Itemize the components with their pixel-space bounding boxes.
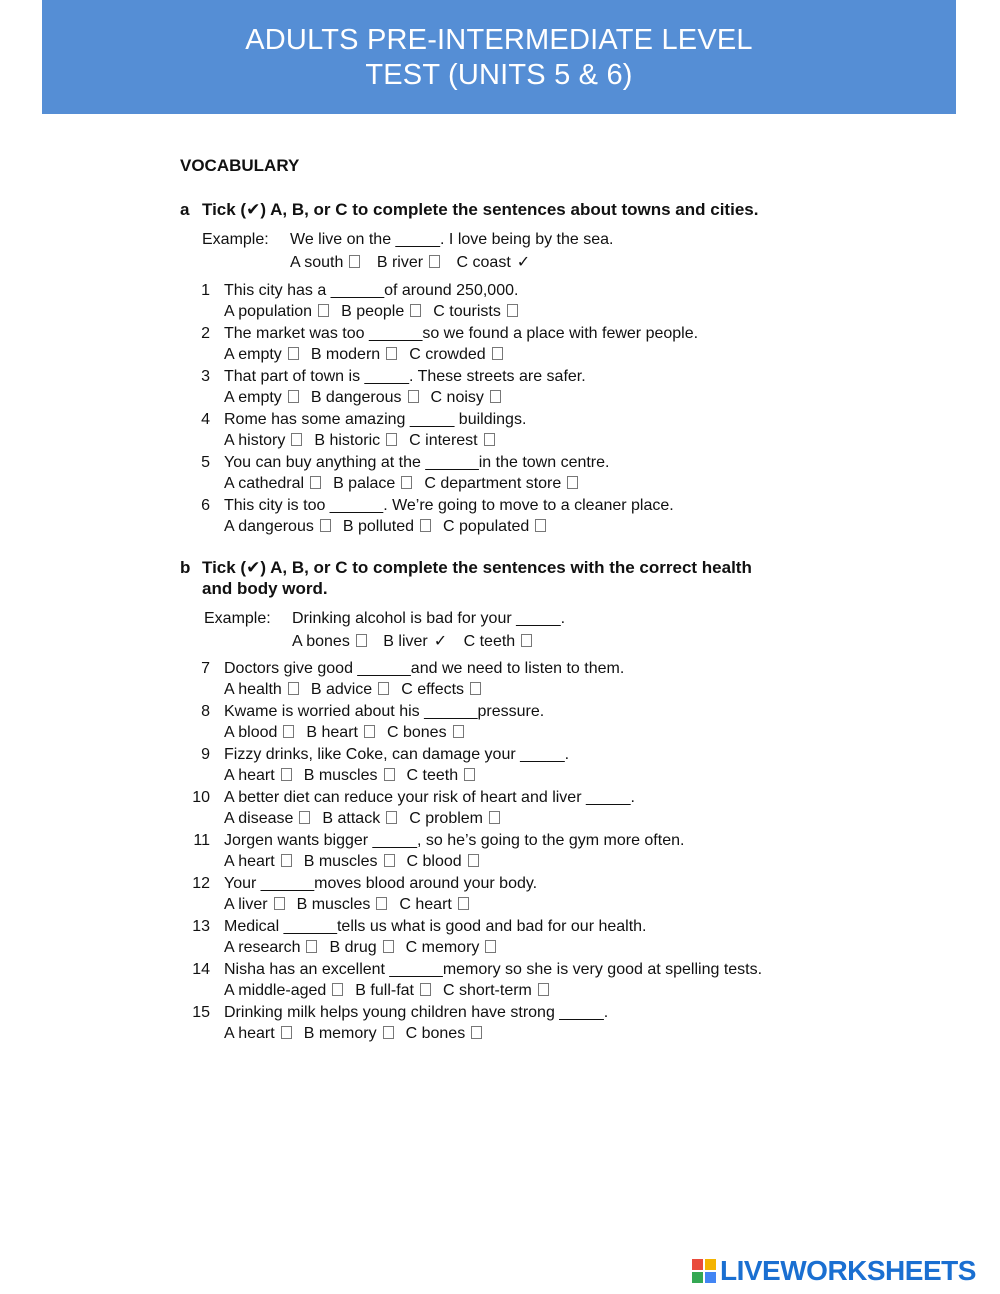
- section-a-instruction: Tick (✔) A, B, or C to complete the sentences about towns and cities.: [202, 200, 759, 219]
- checkbox[interactable]: [401, 476, 412, 489]
- option: C noisy: [431, 389, 501, 407]
- option: C effects: [401, 681, 481, 699]
- option: A heart: [224, 767, 292, 785]
- checkbox[interactable]: [384, 854, 395, 867]
- question-text: This city is too ______. We’re going to move to a cleaner place.: [224, 497, 674, 514]
- checkbox[interactable]: [567, 476, 578, 489]
- title-banner: [42, 0, 956, 114]
- question-number: 15: [192, 1004, 210, 1021]
- checkbox[interactable]: [386, 811, 397, 824]
- logo-block: [705, 1272, 716, 1283]
- checkmark-icon: ✓: [516, 254, 531, 271]
- checkbox[interactable]: [364, 725, 375, 738]
- option: B historic: [314, 432, 397, 450]
- option: A middle-aged: [224, 982, 343, 1000]
- example-a-options: [290, 252, 542, 272]
- example-a-sentence: We live on the _____. I love being by the sea.: [290, 231, 614, 248]
- question-text: Kwame is worried about his ______pressure.: [224, 703, 545, 720]
- question-text: You can buy anything at the ______in the town centre.: [224, 454, 610, 471]
- question-options: [224, 303, 530, 321]
- option: A empty: [224, 389, 299, 407]
- checkbox[interactable]: [378, 682, 389, 695]
- question-number: 2: [201, 325, 210, 342]
- checkbox[interactable]: [288, 390, 299, 403]
- option: C tourists: [433, 303, 518, 321]
- checkbox[interactable]: [464, 768, 475, 781]
- option: B muscles: [304, 767, 395, 785]
- section-b-instruction-1: Tick (✔) A, B, or C to complete the sentences with the correct health: [202, 558, 752, 577]
- option: C teeth: [464, 633, 533, 651]
- vocabulary-heading: VOCABULARY: [180, 156, 300, 175]
- checkbox[interactable]: [318, 304, 329, 317]
- question-number: 11: [193, 832, 210, 849]
- option: C problem: [409, 810, 500, 828]
- checkbox[interactable]: [507, 304, 518, 317]
- logo-text: LIVEWORKSHEETS: [720, 1255, 976, 1286]
- checkbox[interactable]: [376, 897, 387, 910]
- option: A heart: [224, 853, 292, 871]
- checkbox[interactable]: [471, 1026, 482, 1039]
- title-line-1: ADULTS PRE-INTERMEDIATE LEVEL: [245, 24, 753, 56]
- question-text: This city has a ______of around 250,000.: [224, 282, 519, 299]
- checkbox[interactable]: [291, 433, 302, 446]
- option: C bones: [387, 724, 464, 742]
- checkbox[interactable]: [349, 255, 360, 268]
- question-options: [224, 346, 515, 364]
- question-number: 7: [201, 660, 210, 677]
- question-options: [224, 982, 561, 1000]
- checkmark-icon: ✓: [433, 633, 448, 650]
- example-a-label: Example:: [202, 231, 269, 248]
- option: A cathedral: [224, 475, 321, 493]
- option: B modern: [311, 346, 397, 364]
- checkbox[interactable]: [320, 519, 331, 532]
- option: A population: [224, 303, 329, 321]
- checkbox[interactable]: [484, 433, 495, 446]
- checkbox[interactable]: [299, 811, 310, 824]
- option: C coast ✓: [456, 254, 531, 271]
- option: C crowded: [409, 346, 502, 364]
- question-options: [224, 724, 476, 742]
- question-options: [224, 389, 513, 407]
- question-text: Fizzy drinks, like Coke, can damage your _____.: [224, 746, 570, 763]
- checkbox[interactable]: [420, 519, 431, 532]
- question-number: 5: [201, 454, 210, 471]
- option: B drug: [329, 939, 393, 957]
- option: B dangerous: [311, 389, 419, 407]
- option: A blood: [224, 724, 294, 742]
- checkbox[interactable]: [281, 1026, 292, 1039]
- option: B heart: [306, 724, 375, 742]
- question-text: Your ______moves blood around your body.: [224, 875, 538, 892]
- checkbox[interactable]: [489, 811, 500, 824]
- checkbox[interactable]: [383, 1026, 394, 1039]
- option: A health: [224, 681, 299, 699]
- option: C bones: [406, 1025, 483, 1043]
- question-number: 10: [192, 789, 210, 806]
- option: B palace: [333, 475, 412, 493]
- question-number: 8: [201, 703, 210, 720]
- option: B muscles: [297, 896, 388, 914]
- checkbox[interactable]: [429, 255, 440, 268]
- option: A disease: [224, 810, 310, 828]
- question-text: The market was too ______so we found a place with fewer people.: [224, 325, 699, 342]
- checkbox[interactable]: [288, 682, 299, 695]
- option: A empty: [224, 346, 299, 364]
- logo-block: [692, 1272, 703, 1283]
- option: A research: [224, 939, 317, 957]
- checkbox[interactable]: [468, 854, 479, 867]
- logo-block: [692, 1259, 703, 1270]
- question-text: Medical ______tells us what is good and bad for our health.: [224, 918, 647, 935]
- option: B river: [377, 254, 440, 272]
- question-text: Jorgen wants bigger _____, so he’s going to the gym more often.: [224, 832, 685, 849]
- option: C heart: [399, 896, 468, 914]
- checkbox[interactable]: [356, 634, 367, 647]
- checkbox[interactable]: [384, 768, 395, 781]
- checkbox[interactable]: [332, 983, 343, 996]
- checkbox[interactable]: [535, 519, 546, 532]
- option: B memory: [304, 1025, 394, 1043]
- option: C populated: [443, 518, 546, 536]
- question-options: [224, 853, 491, 871]
- option: B attack: [322, 810, 397, 828]
- logo-blocks-icon: [692, 1259, 716, 1283]
- checkbox[interactable]: [288, 347, 299, 360]
- checkbox[interactable]: [386, 433, 397, 446]
- checkbox[interactable]: [470, 682, 481, 695]
- checkbox[interactable]: [538, 983, 549, 996]
- option: B people: [341, 303, 421, 321]
- question-number: 6: [201, 497, 210, 514]
- checkbox[interactable]: [492, 347, 503, 360]
- example-b-sentence: Drinking alcohol is bad for your _____.: [292, 610, 566, 627]
- question-text: Rome has some amazing _____ buildings.: [224, 411, 527, 428]
- question-options: [224, 518, 558, 536]
- section-b-instruction-2: and body word.: [202, 579, 328, 598]
- example-b-label: Example:: [204, 610, 271, 627]
- checkbox[interactable]: [490, 390, 501, 403]
- section-b-letter: b: [180, 558, 191, 577]
- question-number: 9: [201, 746, 210, 763]
- option: A liver: [224, 896, 285, 914]
- checkbox[interactable]: [410, 304, 421, 317]
- option: A heart: [224, 1025, 292, 1043]
- question-number: 14: [192, 961, 210, 978]
- checkbox[interactable]: [274, 897, 285, 910]
- checkbox[interactable]: [283, 725, 294, 738]
- option: B advice: [311, 681, 389, 699]
- question-options: [224, 681, 493, 699]
- question-number: 3: [201, 368, 210, 385]
- question-number: 4: [201, 411, 210, 428]
- checkbox[interactable]: [453, 725, 464, 738]
- checkbox[interactable]: [306, 940, 317, 953]
- checkbox[interactable]: [281, 768, 292, 781]
- option: C teeth: [407, 767, 476, 785]
- checkbox[interactable]: [281, 854, 292, 867]
- checkbox[interactable]: [408, 390, 419, 403]
- checkbox[interactable]: [310, 476, 321, 489]
- checkbox[interactable]: [521, 634, 532, 647]
- checkbox[interactable]: [420, 983, 431, 996]
- question-number: 12: [192, 875, 210, 892]
- question-options: [224, 939, 508, 957]
- question-text: Drinking milk helps young children have strong _____.: [224, 1004, 609, 1021]
- option: A south: [290, 254, 360, 272]
- question-text: That part of town is _____. These streets are safer.: [224, 368, 586, 385]
- option: C memory: [406, 939, 497, 957]
- checkbox[interactable]: [383, 940, 394, 953]
- question-text: A better diet can reduce your risk of heart and liver _____.: [224, 789, 635, 806]
- option: A dangerous: [224, 518, 331, 536]
- liveworksheets-logo: [692, 1255, 976, 1287]
- option: B liver ✓: [383, 633, 448, 650]
- option: C blood: [407, 853, 479, 871]
- logo-block: [705, 1259, 716, 1270]
- option: A bones: [292, 633, 367, 651]
- option: C department store: [424, 475, 578, 493]
- question-options: [224, 432, 507, 450]
- example-b-options: [292, 631, 544, 651]
- option: A history: [224, 432, 302, 450]
- question-options: [224, 475, 590, 493]
- question-options: [224, 810, 512, 828]
- question-options: [224, 896, 481, 914]
- question-number: 13: [192, 918, 210, 935]
- option: B muscles: [304, 853, 395, 871]
- checkbox[interactable]: [386, 347, 397, 360]
- question-options: [224, 1025, 494, 1043]
- option: B full-fat: [355, 982, 431, 1000]
- option: C interest: [409, 432, 494, 450]
- option: C short-term: [443, 982, 549, 1000]
- question-options: [224, 767, 487, 785]
- question-number: 1: [201, 282, 210, 299]
- section-a-letter: a: [180, 200, 190, 219]
- title-line-2: TEST (UNITS 5 & 6): [365, 59, 633, 91]
- checkbox[interactable]: [458, 897, 469, 910]
- question-text: Doctors give good ______and we need to listen to them.: [224, 660, 625, 677]
- option: B polluted: [343, 518, 431, 536]
- checkbox[interactable]: [485, 940, 496, 953]
- question-text: Nisha has an excellent ______memory so she is very good at spelling tests.: [224, 961, 763, 978]
